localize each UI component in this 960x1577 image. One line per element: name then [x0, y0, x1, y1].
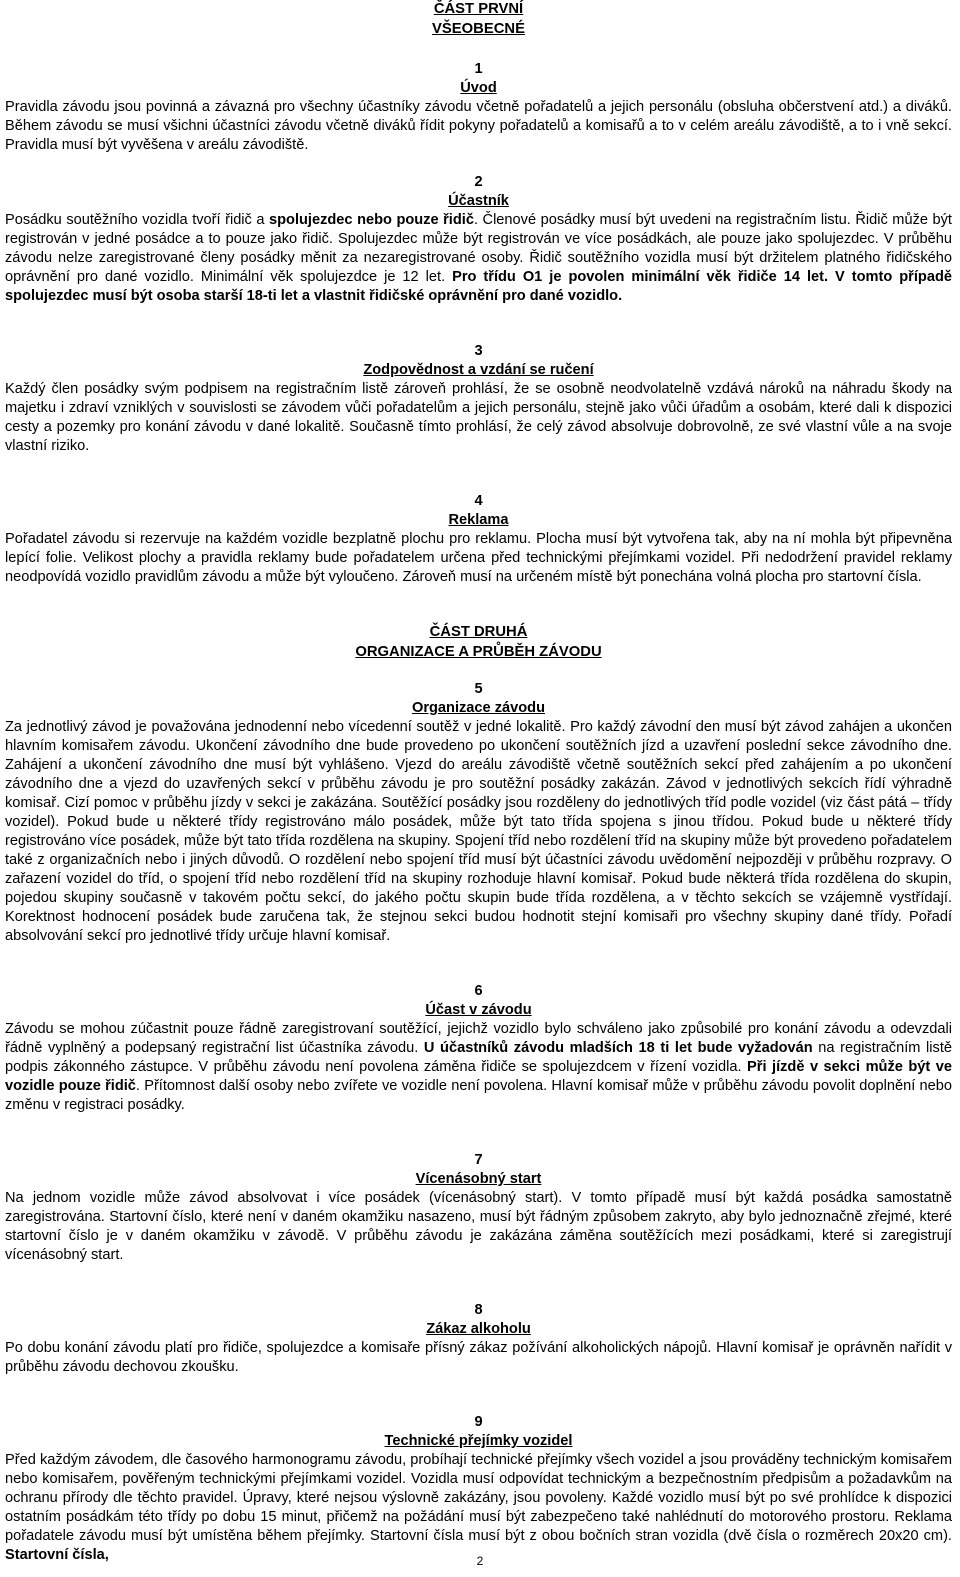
text-run: Startovní čísla,	[5, 1547, 109, 1563]
section-8-number: 8	[474, 1302, 483, 1318]
section-5	[5, 680, 952, 946]
part1-title-line1: ČÁST PRVNÍ	[433, 1, 524, 17]
document-page	[5, 0, 952, 1565]
section-9-number: 9	[474, 1414, 483, 1430]
text-run: . Členové posádky musí být uvedeni na registračním listu. Řidič může být registrován v jedné posádce a to pouze jako řidič. Spolujezdec může být registrován ve více posádkách, ale pouze jako spolujezdec. V průběhu závodu nelze zaregistrované členy posádky měnit za nezaregistrované osoby. Řidič soutěžního vozidla musí být držitelem platného řidičského oprávnění pro dané vozidlo. Minimální věk spolujezdce je 12 let.	[5, 212, 952, 285]
section-1-text	[5, 98, 952, 155]
text-run: Při jízdě v sekci může být ve vozidle pouze řidič	[5, 1059, 952, 1094]
section-5-title: Organizace závodu	[411, 700, 545, 716]
text-run: U účastníků závodu mladších 18 ti let bude vyžadován	[423, 1040, 813, 1056]
section-2-text	[5, 211, 952, 306]
section-8-title: Zákaz alkoholu	[426, 1321, 531, 1337]
text-run: Za jednotlivý závod je považována jednodenní nebo vícedenní soutěž v jedné lokalitě. Pro každý závodní den musí být závod zahájen a ukončen hlavním komisařem závodu. Ukončení závodního dne bude provedeno po ukončení soutěžních jízd a uzavření poslední sekce závodního dne. Zahájení a ukončení závodního dne musí být vyhlášeno. Vjezd do areálu závodiště včetně soutěžních sekcí před zahájením a po ukončení závodního dne a vjezd do uzavřených sekcí v průběhu závodu je pro soutěžní posádky zakázán. Závod v jednotlivých sekcích řídí výhradně komisař. Cizí pomoc v průběhu jízdy v sekci je zakázána. Soutěžící posádky jsou rozděleny do jednotlivých tříd podle vozidel (viz část pátá – třídy vozidel). Pokud bude u některé třídy registrováno málo posádek, může být tato třída spojena s jinou třídou. Pokud bude u některé třídy registrováno více posádek, může být tato třída rozdělena na skupiny. Spojení tříd nebo rozdělení tříd na skupiny může být provedeno pořadatelem také z organizačních nebo i jiných důvodů. O rozdělení nebo spojení tříd musí být účastníci závodu uvědomění nejpozději v průběhu rozpravy. O zařazení vozidel do tříd, o spojení tříd nebo rozdělení tříd na skupiny rozhoduje hlavní komisař. Pokud bude některá třída rozdělena do skupin, pojedou skupiny současně v takovém počtu sekcí, do jakého počtu skupin bude třída rozdělena, a v těchto sekcích se vzájemně vystřídají. Korektnost hodnocení posádek bude zaručena tak, že stejnou sekci budou hodnotit stejní komisaři pro všechny skupiny dané třídy. Pořadí absolvování sekcí pro jednotlivé třídy určuje hlavní komisař.	[5, 719, 952, 944]
text-run: Pro třídu O1 je povolen minimální věk řidiče 14 let. V tomto případě spolujezdec musí být osoba starší 18-ti let a vlastnit řidičské oprávnění pro dané vozidlo.	[5, 269, 952, 304]
section-3-title: Zodpovědnost a vzdání se ručení	[363, 362, 594, 378]
section-5-number: 5	[474, 681, 483, 697]
section-8-text	[5, 1339, 952, 1377]
section-7	[5, 1151, 952, 1265]
section-4-number: 4	[474, 493, 483, 509]
section-4-text	[5, 530, 952, 587]
part2-title-line1: ČÁST DRUHÁ	[429, 624, 528, 640]
section-3	[5, 342, 952, 456]
text-run: Před každým závodem, dle časového harmonogramu závodu, probíhají technické přejímky všech vozidel a jsou prováděny technickým komisařem nebo komisařem, pověřeným technickými přejímkami vozidel. Vozidla musí odpovídat technickým a bezpečnostním předpisům a požadavkům na ochranu přírody dle těchto pravidel. Úpravy, které nejsou výslovně zakázány, jsou povoleny. Každé vozidlo musí být po své prohlídce k dispozici ostatním posádkám této třídy po dobu 15 minut, přičemž na požádání musí být zabezpečeno také nahlédnutí do motorového prostoru. Reklama pořadatele závodu musí být umístěna během přejímky. Startovní čísla musí být z obou bočních stran vozidla (dvě čísla o rozměrech 20x20 cm).	[5, 1452, 952, 1544]
section-2	[5, 173, 952, 306]
section-4	[5, 492, 952, 587]
section-1	[5, 60, 952, 155]
section-6-number: 6	[474, 983, 483, 999]
text-run: na registračním listě podpis zákonného zástupce. V průběhu závodu není povolena záměna řidiče se spolujezdcem v řízení vozidla.	[5, 1040, 953, 1075]
section-4-title: Reklama	[448, 512, 509, 528]
section-7-number: 7	[474, 1152, 483, 1168]
section-7-title: Vícenásobný start	[415, 1171, 542, 1187]
part2-heading	[5, 623, 952, 662]
text-run: Každý člen posádky svým podpisem na registračním listě zároveň prohlásí, že se osobně neodvolatelně vzdává nároků na náhradu škody na majetku i zdraví vzniklých v souvislosti se závodem vůči pořadatelům a jejich personálu, stejně jako vůči úřadům a osobám, které dali k dispozici cesty a pozemky pro konání závodu v dané lokalitě. Současně tímto prohlásí, že celý závod absolvuje dobrovolně, ze své vlastní vůle a na svoje vlastní riziko.	[5, 381, 952, 454]
text-run: Po dobu konání závodu platí pro řidiče, spolujezdce a komisaře přísný zákaz požívání alkoholických nápojů. Hlavní komisař je oprávněn nařídit v průběhu závodu dechovou zkoušku.	[5, 1340, 952, 1375]
text-run: Závodu se mohou zúčastnit pouze řádně zaregistrovaní soutěžící, jejichž vozidlo bylo schváleno jako způsobilé pro konání závodu a odevzdali řádně vyplněný a podepsaný registrační list účastníka závodu.	[5, 1021, 952, 1056]
section-9	[5, 1413, 952, 1565]
section-3-number: 3	[474, 343, 483, 359]
page-number: 2	[476, 1554, 484, 1568]
section-6-title: Účast v závodu	[425, 1002, 532, 1018]
section-7-text	[5, 1189, 952, 1265]
section-5-text	[5, 718, 952, 946]
section-3-text	[5, 380, 952, 456]
part1-title-line2: VŠEOBECNÉ	[432, 20, 525, 37]
part1-heading	[5, 0, 952, 39]
text-run: Pořadatel závodu si rezervuje na každém vozidle bezplatně plochu pro reklamu. Plocha musí být vytvořena tak, aby na ní mohla být připevněna lepící folie. Velikost plochy a pravidla reklamy bude pořadatelem určena před technickými přejímkami vozidel. Při nedodržení pravidel reklamy neodpovídá vozidlo pravidlům závodu a může být vyloučeno. Zároveň musí na určeném místě být ponechána volná plocha pro startovní čísla.	[5, 531, 952, 585]
section-2-title: Účastník	[448, 193, 509, 209]
section-6-text	[5, 1020, 952, 1115]
section-1-title: Úvod	[460, 80, 497, 96]
section-9-title: Technické přejímky vozidel	[384, 1433, 573, 1449]
section-1-number: 1	[474, 61, 483, 77]
section-8	[5, 1301, 952, 1377]
part2-title-line2: ORGANIZACE A PRŮBĚH ZÁVODU	[355, 643, 602, 660]
text-run: Posádku soutěžního vozidla tvoří řidič a	[5, 212, 270, 228]
section-2-number: 2	[474, 174, 483, 190]
text-run: Pravidla závodu jsou povinná a závazná pro všechny účastníky závodu včetně pořadatelů a jejich personálu (obsluha občerstvení atd.) a diváků. Během závodu se musí všichni účastníci závodu včetně diváků řídit pokyny pořadatelů a komisařů a to v celém areálu závodiště, a to i vně sekcí. Pravidla musí být vyvěšena v areálu závodiště.	[5, 99, 952, 153]
section-6	[5, 982, 952, 1115]
text-run: Na jednom vozidle může závod absolvovat i více posádek (vícenásobný start). V tomto případě musí být každá posádka samostatně zaregistrována. Startovní číslo, které není v daném okamžiku nasazeno, musí být řádným způsobem zakryto, aby bylo jednoznačně zřejmé, které startovní číslo je v daném okamžiku v závodě. V průběhu závodu je zakázána záměna soutěžících mezi posádkami, které si zaregistrují vícenásobný start.	[5, 1190, 952, 1263]
section-9-text	[5, 1451, 952, 1565]
text-run: spolujezdec nebo pouze řidič	[269, 212, 474, 228]
text-run: . Přítomnost další osoby nebo zvířete ve vozidle není povolena. Hlavní komisař může v průběhu závodu povolit doplnění nebo změnu v registraci posádky.	[5, 1078, 952, 1113]
